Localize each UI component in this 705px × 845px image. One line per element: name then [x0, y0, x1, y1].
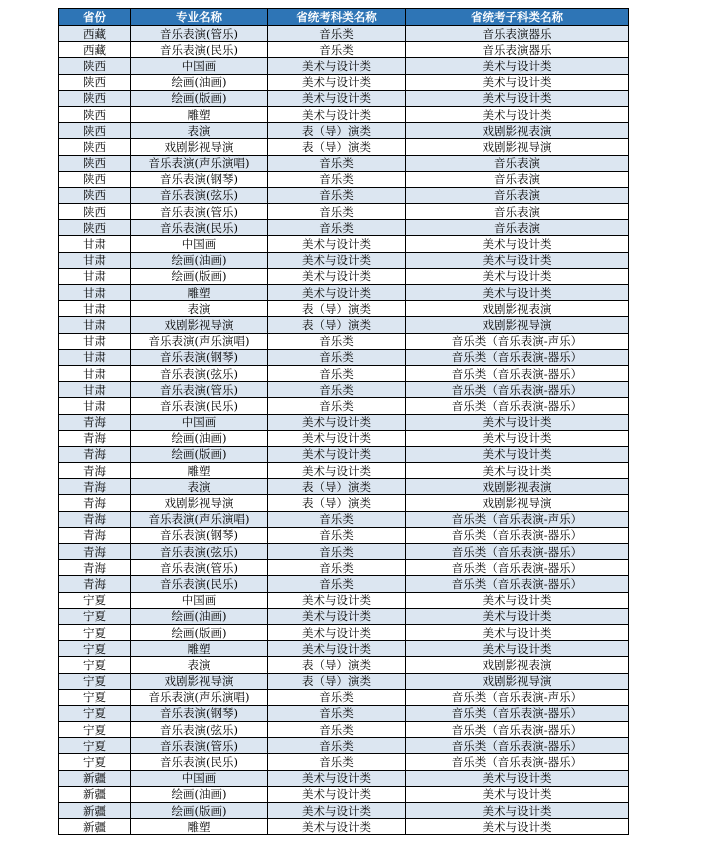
major-name-cell: 表演 — [131, 657, 268, 673]
table-row — [59, 446, 629, 462]
subcategory-cell: 美术与设计类 — [406, 592, 629, 608]
province-cell: 甘肃 — [59, 285, 131, 301]
subcategory-cell: 音乐类（音乐表演-器乐） — [406, 722, 629, 738]
category-cell: 美术与设计类 — [268, 414, 406, 430]
subcategory-cell: 美术与设计类 — [406, 608, 629, 624]
category-cell: 表（导）演类 — [268, 301, 406, 317]
category-cell: 美术与设计类 — [268, 106, 406, 122]
subcategory-cell: 美术与设计类 — [406, 770, 629, 786]
table-row — [59, 187, 629, 203]
category-cell: 美术与设计类 — [268, 624, 406, 640]
major-name-cell: 绘画(油画) — [131, 252, 268, 268]
category-cell: 美术与设计类 — [268, 90, 406, 106]
major-name-cell: 绘画(油画) — [131, 608, 268, 624]
province-cell: 青海 — [59, 560, 131, 576]
subcategory-cell: 美术与设计类 — [406, 430, 629, 446]
major-name-cell: 音乐表演(管乐) — [131, 560, 268, 576]
subcategory-cell: 美术与设计类 — [406, 90, 629, 106]
major-name-cell: 中国画 — [131, 592, 268, 608]
major-name-cell: 绘画(油画) — [131, 430, 268, 446]
header-major-name: 专业名称 — [131, 9, 268, 26]
province-cell: 陕西 — [59, 187, 131, 203]
major-name-cell: 表演 — [131, 479, 268, 495]
table-row — [59, 382, 629, 398]
subcategory-cell: 戏剧影视导演 — [406, 317, 629, 333]
category-cell: 音乐类 — [268, 187, 406, 203]
subcategory-cell: 音乐类（音乐表演-声乐） — [406, 511, 629, 527]
province-cell: 陕西 — [59, 220, 131, 236]
category-cell: 音乐类 — [268, 527, 406, 543]
category-cell: 美术与设计类 — [268, 803, 406, 819]
province-cell: 宁夏 — [59, 722, 131, 738]
table-row — [59, 171, 629, 187]
table-row — [59, 123, 629, 139]
major-name-cell: 音乐表演(声乐演唱) — [131, 333, 268, 349]
table-row — [59, 398, 629, 414]
category-cell: 表（导）演类 — [268, 673, 406, 689]
header-subcategory-name: 省统考子科类名称 — [406, 9, 629, 26]
category-cell: 音乐类 — [268, 26, 406, 42]
major-name-cell: 绘画(版画) — [131, 803, 268, 819]
province-cell: 西藏 — [59, 26, 131, 42]
table-row — [59, 803, 629, 819]
province-cell: 陕西 — [59, 123, 131, 139]
subcategory-cell: 美术与设计类 — [406, 236, 629, 252]
major-name-cell: 戏剧影视导演 — [131, 139, 268, 155]
subcategory-cell: 音乐类（音乐表演-器乐） — [406, 754, 629, 770]
subcategory-cell: 美术与设计类 — [406, 624, 629, 640]
province-cell: 新疆 — [59, 786, 131, 802]
subcategory-cell: 戏剧影视表演 — [406, 123, 629, 139]
major-name-cell: 绘画(版画) — [131, 268, 268, 284]
subcategory-cell: 音乐类（音乐表演-声乐） — [406, 333, 629, 349]
category-cell: 美术与设计类 — [268, 252, 406, 268]
category-cell: 表（导）演类 — [268, 139, 406, 155]
province-cell: 宁夏 — [59, 641, 131, 657]
category-cell: 音乐类 — [268, 560, 406, 576]
subcategory-cell: 戏剧影视导演 — [406, 495, 629, 511]
province-cell: 青海 — [59, 414, 131, 430]
table-row — [59, 430, 629, 446]
category-cell: 美术与设计类 — [268, 236, 406, 252]
province-cell: 西藏 — [59, 42, 131, 58]
category-cell: 表（导）演类 — [268, 657, 406, 673]
province-cell: 陕西 — [59, 90, 131, 106]
category-cell: 音乐类 — [268, 511, 406, 527]
category-cell: 音乐类 — [268, 738, 406, 754]
table-row — [59, 608, 629, 624]
province-cell: 新疆 — [59, 803, 131, 819]
table-row — [59, 74, 629, 90]
subcategory-cell: 音乐表演器乐 — [406, 26, 629, 42]
major-name-cell: 音乐表演(弦乐) — [131, 187, 268, 203]
table-row — [59, 511, 629, 527]
table-row — [59, 220, 629, 236]
subcategory-cell: 美术与设计类 — [406, 74, 629, 90]
table-row — [59, 624, 629, 640]
table-row — [59, 333, 629, 349]
major-name-cell: 音乐表演(弦乐) — [131, 365, 268, 381]
major-name-cell: 绘画(版画) — [131, 446, 268, 462]
subcategory-cell: 美术与设计类 — [406, 285, 629, 301]
subcategory-cell: 美术与设计类 — [406, 641, 629, 657]
major-name-cell: 表演 — [131, 301, 268, 317]
major-name-cell: 雕塑 — [131, 106, 268, 122]
major-name-cell: 音乐表演(管乐) — [131, 26, 268, 42]
category-cell: 美术与设计类 — [268, 592, 406, 608]
major-name-cell: 雕塑 — [131, 819, 268, 835]
major-name-cell: 音乐表演(声乐演唱) — [131, 155, 268, 171]
province-cell: 甘肃 — [59, 252, 131, 268]
category-cell: 音乐类 — [268, 333, 406, 349]
province-cell: 新疆 — [59, 819, 131, 835]
table-row — [59, 479, 629, 495]
table-row — [59, 463, 629, 479]
major-category-table — [58, 8, 629, 835]
province-cell: 新疆 — [59, 770, 131, 786]
table-row — [59, 42, 629, 58]
table-row — [59, 705, 629, 721]
province-cell: 宁夏 — [59, 673, 131, 689]
subcategory-cell: 音乐表演 — [406, 155, 629, 171]
category-cell: 美术与设计类 — [268, 819, 406, 835]
major-name-cell: 音乐表演(管乐) — [131, 738, 268, 754]
category-cell: 音乐类 — [268, 365, 406, 381]
province-cell: 陕西 — [59, 204, 131, 220]
table-row — [59, 204, 629, 220]
province-cell: 陕西 — [59, 58, 131, 74]
major-name-cell: 音乐表演(钢琴) — [131, 527, 268, 543]
major-name-cell: 音乐表演(管乐) — [131, 382, 268, 398]
major-name-cell: 绘画(版画) — [131, 90, 268, 106]
subcategory-cell: 音乐表演器乐 — [406, 42, 629, 58]
category-cell: 音乐类 — [268, 204, 406, 220]
major-name-cell: 戏剧影视导演 — [131, 317, 268, 333]
category-cell: 音乐类 — [268, 42, 406, 58]
table-row — [59, 414, 629, 430]
province-cell: 甘肃 — [59, 365, 131, 381]
category-cell: 音乐类 — [268, 382, 406, 398]
subcategory-cell: 戏剧影视导演 — [406, 673, 629, 689]
category-cell: 音乐类 — [268, 544, 406, 560]
major-name-cell: 绘画(油画) — [131, 786, 268, 802]
subcategory-cell: 音乐表演 — [406, 220, 629, 236]
table-row — [59, 722, 629, 738]
major-name-cell: 音乐表演(民乐) — [131, 220, 268, 236]
table-row — [59, 90, 629, 106]
major-name-cell: 音乐表演(民乐) — [131, 398, 268, 414]
header-province: 省份 — [59, 9, 131, 26]
province-cell: 甘肃 — [59, 398, 131, 414]
table-header-row — [59, 9, 629, 26]
subcategory-cell: 音乐类（音乐表演-器乐） — [406, 398, 629, 414]
category-cell: 音乐类 — [268, 576, 406, 592]
category-cell: 美术与设计类 — [268, 430, 406, 446]
table-row — [59, 301, 629, 317]
category-cell: 音乐类 — [268, 722, 406, 738]
major-name-cell: 表演 — [131, 123, 268, 139]
province-cell: 甘肃 — [59, 236, 131, 252]
province-cell: 甘肃 — [59, 382, 131, 398]
province-cell: 甘肃 — [59, 317, 131, 333]
table-row — [59, 495, 629, 511]
province-cell: 甘肃 — [59, 349, 131, 365]
subcategory-cell: 音乐类（音乐表演-器乐） — [406, 544, 629, 560]
province-cell: 宁夏 — [59, 592, 131, 608]
major-name-cell: 戏剧影视导演 — [131, 673, 268, 689]
category-cell: 美术与设计类 — [268, 786, 406, 802]
subcategory-cell: 美术与设计类 — [406, 446, 629, 462]
table-row — [59, 58, 629, 74]
category-cell: 美术与设计类 — [268, 74, 406, 90]
category-cell: 表（导）演类 — [268, 317, 406, 333]
category-cell: 美术与设计类 — [268, 58, 406, 74]
major-name-cell: 雕塑 — [131, 463, 268, 479]
major-name-cell: 音乐表演(声乐演唱) — [131, 511, 268, 527]
province-cell: 陕西 — [59, 74, 131, 90]
table-row — [59, 819, 629, 835]
subcategory-cell: 音乐类（音乐表演-器乐） — [406, 576, 629, 592]
subcategory-cell: 音乐类（音乐表演-器乐） — [406, 365, 629, 381]
major-name-cell: 雕塑 — [131, 641, 268, 657]
province-cell: 青海 — [59, 511, 131, 527]
province-cell: 宁夏 — [59, 689, 131, 705]
subcategory-cell: 音乐类（音乐表演-器乐） — [406, 527, 629, 543]
category-cell: 美术与设计类 — [268, 446, 406, 462]
province-cell: 青海 — [59, 463, 131, 479]
subcategory-cell: 音乐类（音乐表演-器乐） — [406, 382, 629, 398]
major-name-cell: 戏剧影视导演 — [131, 495, 268, 511]
table-body — [59, 26, 629, 835]
category-cell: 表（导）演类 — [268, 123, 406, 139]
table-row — [59, 673, 629, 689]
category-cell: 音乐类 — [268, 689, 406, 705]
table-row — [59, 236, 629, 252]
category-cell: 美术与设计类 — [268, 285, 406, 301]
subcategory-cell: 音乐类（音乐表演-器乐） — [406, 705, 629, 721]
category-cell: 美术与设计类 — [268, 770, 406, 786]
category-cell: 美术与设计类 — [268, 608, 406, 624]
category-cell: 表（导）演类 — [268, 495, 406, 511]
table-row — [59, 576, 629, 592]
category-cell: 美术与设计类 — [268, 463, 406, 479]
subcategory-cell: 美术与设计类 — [406, 414, 629, 430]
province-cell: 青海 — [59, 430, 131, 446]
category-cell: 音乐类 — [268, 220, 406, 236]
category-cell: 音乐类 — [268, 349, 406, 365]
table-row — [59, 106, 629, 122]
header-category-name: 省统考科类名称 — [268, 9, 406, 26]
major-name-cell: 音乐表演(民乐) — [131, 576, 268, 592]
province-cell: 青海 — [59, 446, 131, 462]
province-cell: 青海 — [59, 576, 131, 592]
category-cell: 美术与设计类 — [268, 268, 406, 284]
subcategory-cell: 美术与设计类 — [406, 252, 629, 268]
major-name-cell: 音乐表演(民乐) — [131, 754, 268, 770]
subcategory-cell: 音乐类（音乐表演-器乐） — [406, 738, 629, 754]
province-cell: 青海 — [59, 527, 131, 543]
table-row — [59, 155, 629, 171]
major-name-cell: 中国画 — [131, 58, 268, 74]
province-cell: 陕西 — [59, 155, 131, 171]
major-name-cell: 音乐表演(民乐) — [131, 42, 268, 58]
table-row — [59, 560, 629, 576]
subcategory-cell: 戏剧影视表演 — [406, 657, 629, 673]
province-cell: 甘肃 — [59, 268, 131, 284]
province-cell: 甘肃 — [59, 301, 131, 317]
table-row — [59, 754, 629, 770]
category-cell: 音乐类 — [268, 171, 406, 187]
table-row — [59, 285, 629, 301]
province-cell: 宁夏 — [59, 738, 131, 754]
category-cell: 音乐类 — [268, 754, 406, 770]
major-name-cell: 绘画(油画) — [131, 74, 268, 90]
category-cell: 音乐类 — [268, 398, 406, 414]
subcategory-cell: 美术与设计类 — [406, 786, 629, 802]
major-name-cell: 中国画 — [131, 236, 268, 252]
province-cell: 甘肃 — [59, 333, 131, 349]
major-name-cell: 音乐表演(声乐演唱) — [131, 689, 268, 705]
category-cell: 音乐类 — [268, 705, 406, 721]
category-cell: 音乐类 — [268, 155, 406, 171]
table-row — [59, 365, 629, 381]
table-row — [59, 268, 629, 284]
subcategory-cell: 美术与设计类 — [406, 803, 629, 819]
major-name-cell: 音乐表演(钢琴) — [131, 349, 268, 365]
table-row — [59, 317, 629, 333]
subcategory-cell: 音乐类（音乐表演-器乐） — [406, 560, 629, 576]
table-row — [59, 689, 629, 705]
province-cell: 青海 — [59, 479, 131, 495]
province-cell: 陕西 — [59, 106, 131, 122]
table-row — [59, 252, 629, 268]
major-name-cell: 中国画 — [131, 770, 268, 786]
table-row — [59, 641, 629, 657]
subcategory-cell: 美术与设计类 — [406, 463, 629, 479]
subcategory-cell: 美术与设计类 — [406, 819, 629, 835]
category-cell: 美术与设计类 — [268, 641, 406, 657]
subcategory-cell: 戏剧影视表演 — [406, 301, 629, 317]
table-row — [59, 770, 629, 786]
major-name-cell: 音乐表演(钢琴) — [131, 705, 268, 721]
table-row — [59, 139, 629, 155]
table-row — [59, 657, 629, 673]
subcategory-cell: 音乐表演 — [406, 187, 629, 203]
province-cell: 宁夏 — [59, 754, 131, 770]
major-name-cell: 雕塑 — [131, 285, 268, 301]
table-row — [59, 26, 629, 42]
category-cell: 表（导）演类 — [268, 479, 406, 495]
table-row — [59, 592, 629, 608]
subcategory-cell: 戏剧影视导演 — [406, 139, 629, 155]
subcategory-cell: 音乐类（音乐表演-器乐） — [406, 349, 629, 365]
subcategory-cell: 音乐表演 — [406, 171, 629, 187]
table-row — [59, 786, 629, 802]
province-cell: 陕西 — [59, 171, 131, 187]
table-row — [59, 527, 629, 543]
subcategory-cell: 美术与设计类 — [406, 106, 629, 122]
major-name-cell: 音乐表演(弦乐) — [131, 722, 268, 738]
province-cell: 陕西 — [59, 139, 131, 155]
table-row — [59, 349, 629, 365]
major-name-cell: 音乐表演(管乐) — [131, 204, 268, 220]
province-cell: 宁夏 — [59, 657, 131, 673]
province-cell: 青海 — [59, 544, 131, 560]
subcategory-cell: 美术与设计类 — [406, 268, 629, 284]
major-name-cell: 绘画(版画) — [131, 624, 268, 640]
province-cell: 青海 — [59, 495, 131, 511]
table-row — [59, 738, 629, 754]
major-name-cell: 音乐表演(钢琴) — [131, 171, 268, 187]
province-cell: 宁夏 — [59, 624, 131, 640]
province-cell: 宁夏 — [59, 608, 131, 624]
subcategory-cell: 戏剧影视表演 — [406, 479, 629, 495]
major-name-cell: 中国画 — [131, 414, 268, 430]
subcategory-cell: 音乐表演 — [406, 204, 629, 220]
subcategory-cell: 美术与设计类 — [406, 58, 629, 74]
subcategory-cell: 音乐类（音乐表演-声乐） — [406, 689, 629, 705]
province-cell: 宁夏 — [59, 705, 131, 721]
major-name-cell: 音乐表演(弦乐) — [131, 544, 268, 560]
table-row — [59, 544, 629, 560]
